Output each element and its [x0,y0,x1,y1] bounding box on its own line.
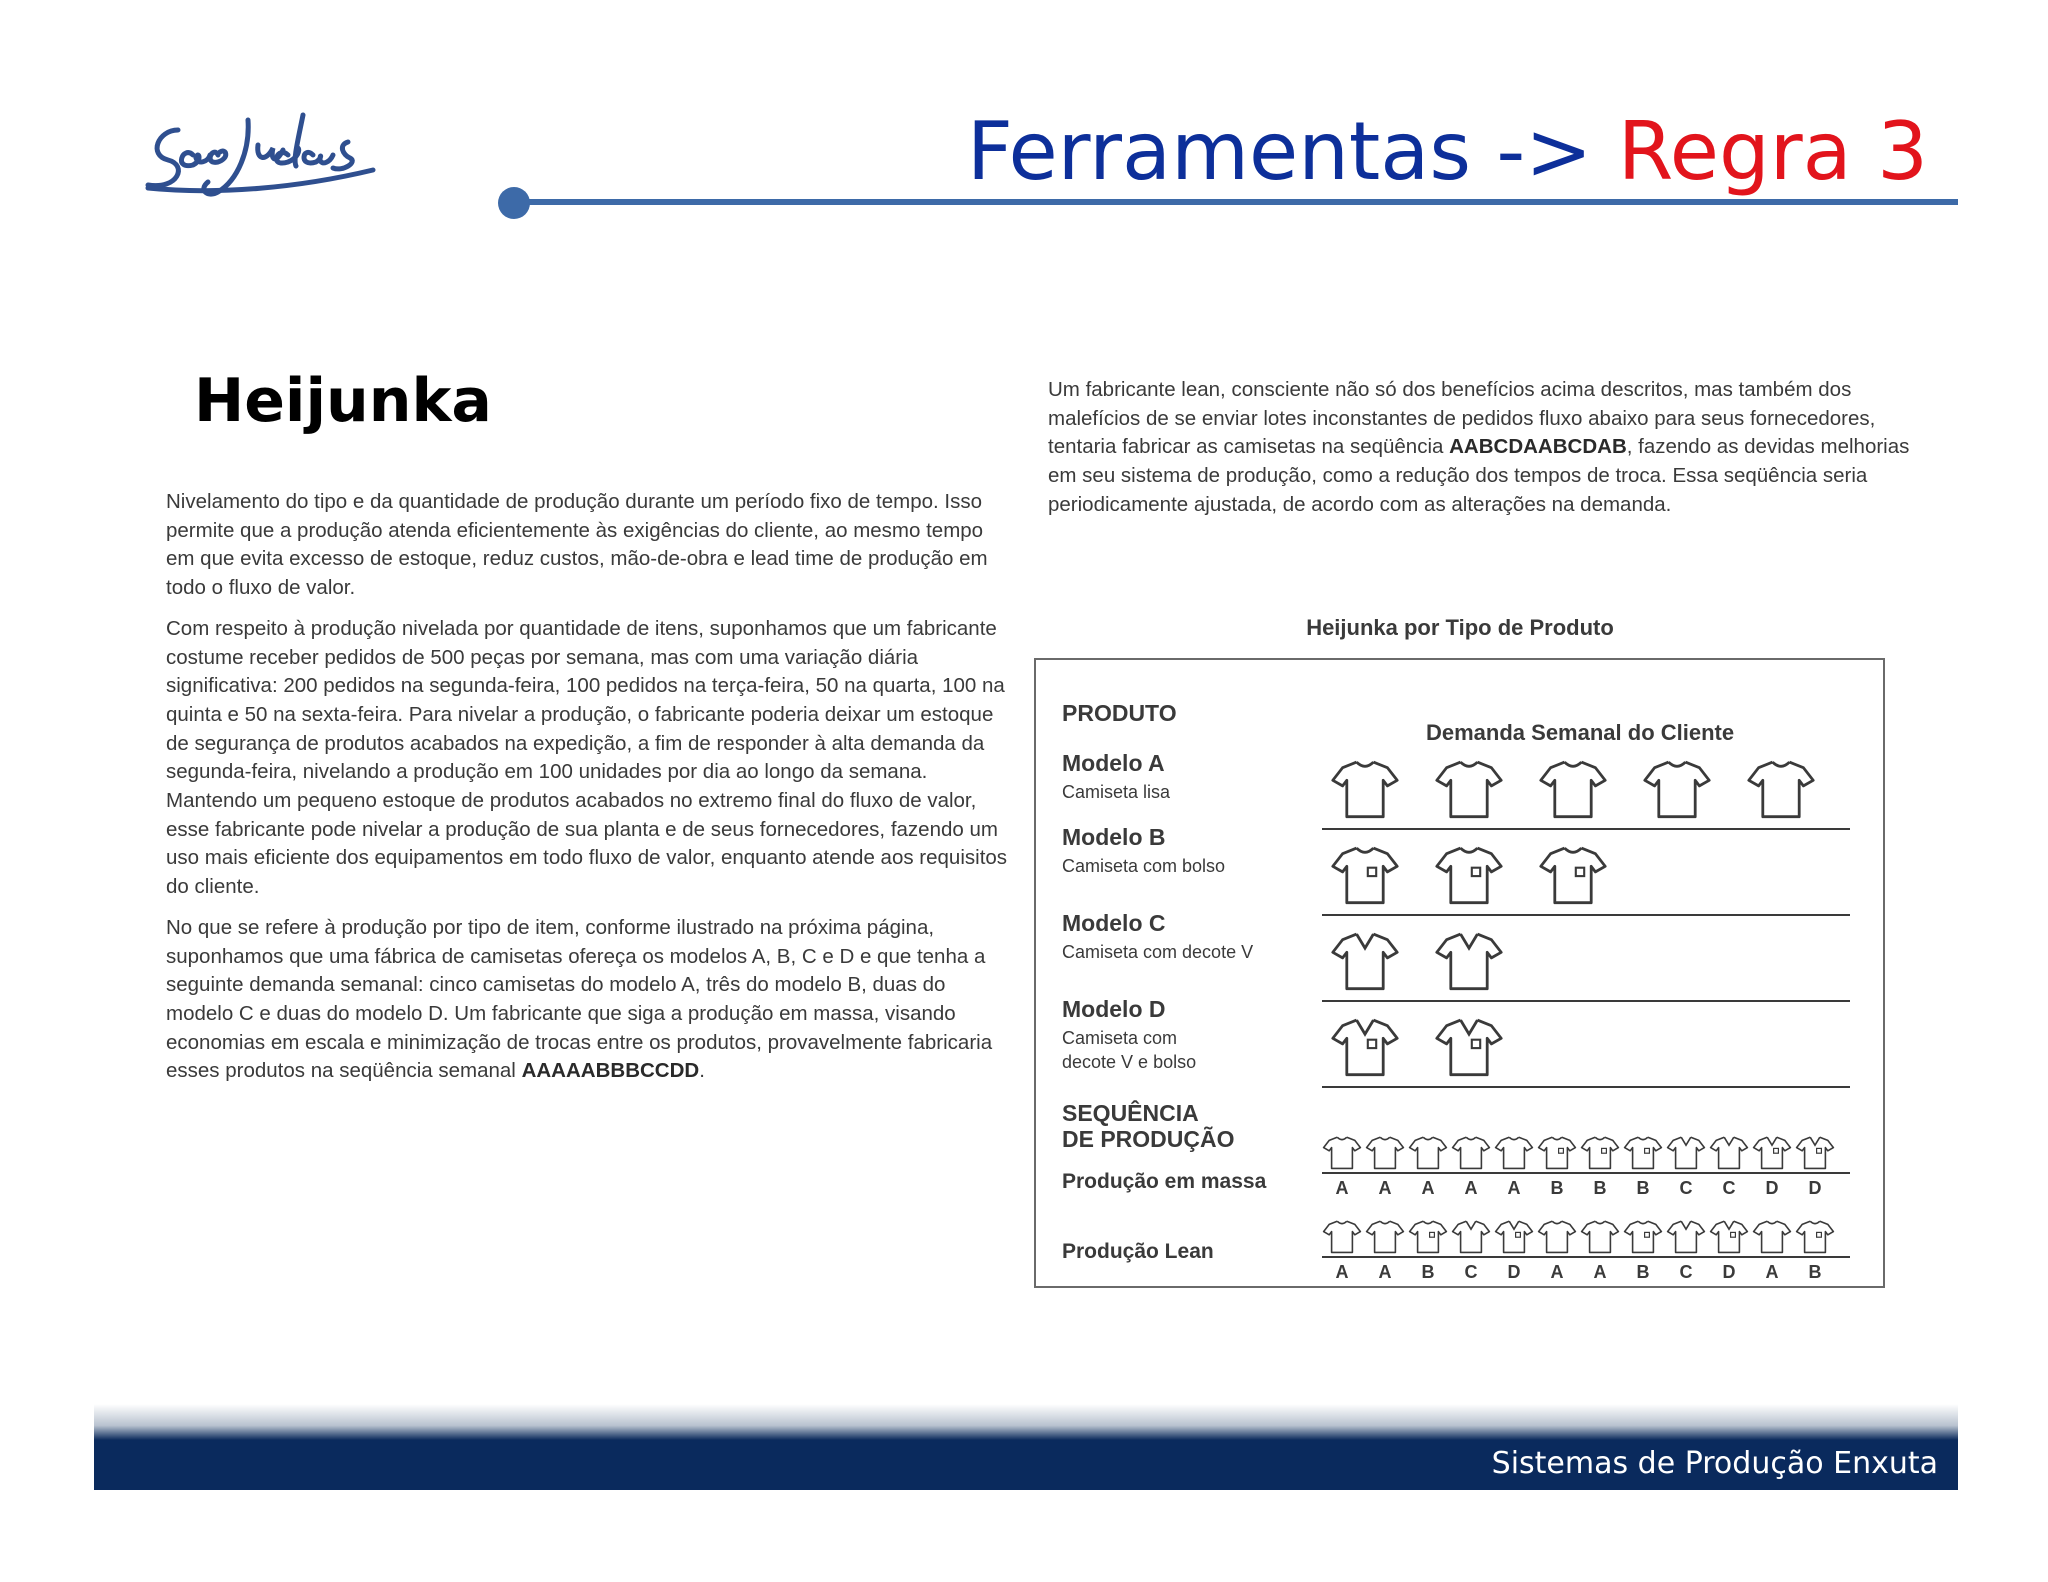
model-a-desc: Camiseta lisa [1062,782,1171,802]
model-a-name: Modelo A [1062,750,1165,776]
model-b-line [1322,914,1850,916]
mass-sequence-shirt-icon [1580,1134,1620,1174]
model-c-name: Modelo C [1062,910,1166,936]
model-d-desc-2: decote V e bolso [1062,1052,1197,1072]
shirt-model-b-icon [1538,842,1608,910]
shirt-model-d-icon [1434,1014,1504,1082]
footer-text: Sistemas de Produção Enxuta [1491,1446,1938,1481]
lean-sequence-shirt-icon [1752,1218,1792,1258]
footer-gradient [94,1404,1958,1440]
lean-sequence-shirt-icon [1666,1218,1706,1258]
shirt-model-a-icon [1538,756,1608,824]
shirt-model-a-icon [1642,756,1712,824]
mass-sequence-letter: C [1722,1178,1736,1198]
right-column [1048,376,1938,532]
lean-sequence-letter: D [1722,1262,1736,1282]
model-b-name: Modelo B [1062,824,1166,850]
model-d-desc-1: Camiseta com [1062,1028,1178,1048]
mass-sequence-letter: B [1550,1178,1564,1198]
lean-sequence-letter: A [1550,1262,1564,1282]
right-paragraph-1-end: , fazendo as devidas melhorias em seu sistema de produção, como a redução dos tempos de troca. Essa seqüência seria periodicamente ajustada, de acordo com as alterações na demanda. [1048,435,1910,516]
model-b-desc: Camiseta com bolso [1062,856,1226,876]
left-paragraph-3-text: No que se refere à produção por tipo de item, conforme ilustrado na próxima página, suponhamos que uma fábrica de camisetas ofereça os modelos A, B, C e D e que tenha a seguinte demanda semanal: cinco camisetas do modelo A, três do modelo B, duas do modelo C e duas do modelo D. Um fabricante que siga a produção em massa, visando economias em escala e minimização de trocas entre os produtos, provavelmente fabricaria esses produtos na seqüência semanal [166,915,993,1083]
mass-sequence-letter: D [1765,1178,1779,1198]
shirt-model-a-icon [1330,756,1400,824]
heijunka-figure [1034,658,1885,1288]
model-d-name: Modelo D [1062,996,1166,1022]
left-paragraph-2: Com respeito à produção nivelada por quantidade de itens, suponhamos que um fabricante costume receber pedidos de 500 peças por semana, mas com uma variação diária significativa: 200 pedidos na segunda-feira, 100 pedidos na terça-feira, 50 na quarta, 100 na quinta e 50 na sexta-feira. Para nivelar a produção, o fabricante poderia deixar um estoque de segurança de produtos acabados na expedição, a fim de responder à alta demanda da segunda-feira, nivelando a produção em 100 unidades por dia ao longo da semana. Mantendo um pequeno estoque de produtos acabados no extremo final do fluxo de valor, esse fabricante pode nivelar a produção de sua planta e de seus fornecedores, fazendo um uso mais eficiente dos equipamentos em todo fluxo de valor, enquanto atende aos requisitos do cliente. [166,616,1008,899]
section-heading: Heijunka [194,366,492,436]
lean-sequence-letter: B [1808,1262,1822,1282]
mass-sequence-letter: A [1421,1178,1435,1198]
lean-sequence-shirt-icon [1408,1218,1448,1258]
mass-sequence-letter: A [1335,1178,1349,1198]
title-part1: Ferramentas -> [966,105,1593,198]
mass-sequence-shirt-icon [1365,1134,1405,1174]
lean-sequence-shirt-icon [1365,1218,1405,1258]
mass-sequence-shirt-icon [1666,1134,1706,1174]
figure-title: Heijunka por Tipo de Produto [1306,615,1614,640]
left-paragraph-3 [166,914,1012,1086]
mass-sequence-shirt-icon [1451,1134,1491,1174]
mass-sequence-shirt-icon [1623,1134,1663,1174]
lean-sequence-shirt-icon [1795,1218,1835,1258]
mass-sequence-letter: A [1464,1178,1478,1198]
left-paragraph-1: Nivelamento do tipo e da quantidade de produção durante um período fixo de tempo. Isso permite que a produção atenda eficientemente às exigências do cliente, ao mesmo tempo em que evita excesso de estoque, reduz custos, mão-de-obra e lead time de produção em todo o fluxo de valor. [166,490,988,600]
shirt-model-b-icon [1330,842,1400,910]
mass-sequence-shirt-icon [1408,1134,1448,1174]
model-c-line [1322,1000,1850,1002]
lean-production-label: Produção Lean [1062,1240,1214,1263]
model-d-line [1322,1086,1850,1088]
lean-sequence-letter: A [1335,1262,1349,1282]
mass-sequence-shirt-icon [1795,1134,1835,1174]
lean-sequence-bold: AABCDAABCDAB [1449,435,1627,459]
lean-sequence-shirt-icon [1537,1218,1577,1258]
mass-sequence-shirt-icon [1322,1134,1362,1174]
shirt-model-a-icon [1746,756,1816,824]
right-paragraph-1 [1048,376,1938,520]
shirt-model-d-icon [1330,1014,1400,1082]
right-paragraph-1-start: Um fabricante lean, consciente não só dos benefícios acima descritos, mas também dos malefícios de se enviar lotes inconstantes de pedidos fluxo abaixo para seus fornecedores, tentaria fabricar as camisetas na seqüência [1048,378,1876,459]
mass-sequence-shirt-icon [1494,1134,1534,1174]
sequence-label-1: SEQUÊNCIA [1062,1100,1199,1126]
title-rule [518,199,1958,205]
sao-judas-logo [138,100,388,210]
lean-sequence-letter: C [1679,1262,1693,1282]
lean-sequence-shirt-icon [1451,1218,1491,1258]
model-a-line [1322,828,1850,830]
mass-sequence-letter: B [1636,1178,1650,1198]
mass-sequence-letter: A [1507,1178,1521,1198]
shirt-model-a-icon [1434,756,1504,824]
mass-sequence-letter: A [1378,1178,1392,1198]
lean-sequence-letter: A [1378,1262,1392,1282]
lean-sequence-shirt-icon [1580,1218,1620,1258]
mass-sequence-shirt-icon [1752,1134,1792,1174]
lean-sequence-shirt-icon [1709,1218,1749,1258]
sequence-label-2: DE PRODUÇÃO [1062,1126,1235,1152]
page-title [967,104,1928,200]
mass-sequence-letter: C [1679,1178,1693,1198]
mass-production-label: Produção em massa [1062,1170,1267,1193]
lean-sequence-letter: B [1636,1262,1650,1282]
lean-sequence-letter: C [1464,1262,1478,1282]
left-paragraph-3-end: . [699,1059,705,1083]
mass-sequence-shirt-icon [1709,1134,1749,1174]
left-column [166,488,1012,1098]
lean-sequence-letter: A [1765,1262,1779,1282]
lean-sequence-shirt-icon [1494,1218,1534,1258]
logo-text: São Judas [138,100,143,101]
mass-sequence-letter: D [1808,1178,1822,1198]
mass-sequence-letter: B [1593,1178,1607,1198]
shirt-model-b-icon [1434,842,1504,910]
shirt-model-c-icon [1330,928,1400,996]
mass-sequence-shirt-icon [1537,1134,1577,1174]
lean-sequence-shirt-icon [1623,1218,1663,1258]
lean-sequence-letter: A [1593,1262,1607,1282]
model-c-desc: Camiseta com decote V [1062,942,1254,962]
lean-sequence-letter: B [1421,1262,1435,1282]
produto-label: PRODUTO [1062,700,1177,726]
title-part2: Regra 3 [1617,105,1928,198]
shirt-model-c-icon [1434,928,1504,996]
demand-label: Demanda Semanal do Cliente [1426,720,1735,745]
mass-sequence-bold: AAAAABBBCCDD [521,1059,700,1083]
footer-bar [94,1440,1958,1490]
lean-sequence-shirt-icon [1322,1218,1362,1258]
lean-sequence-letter: D [1507,1262,1521,1282]
